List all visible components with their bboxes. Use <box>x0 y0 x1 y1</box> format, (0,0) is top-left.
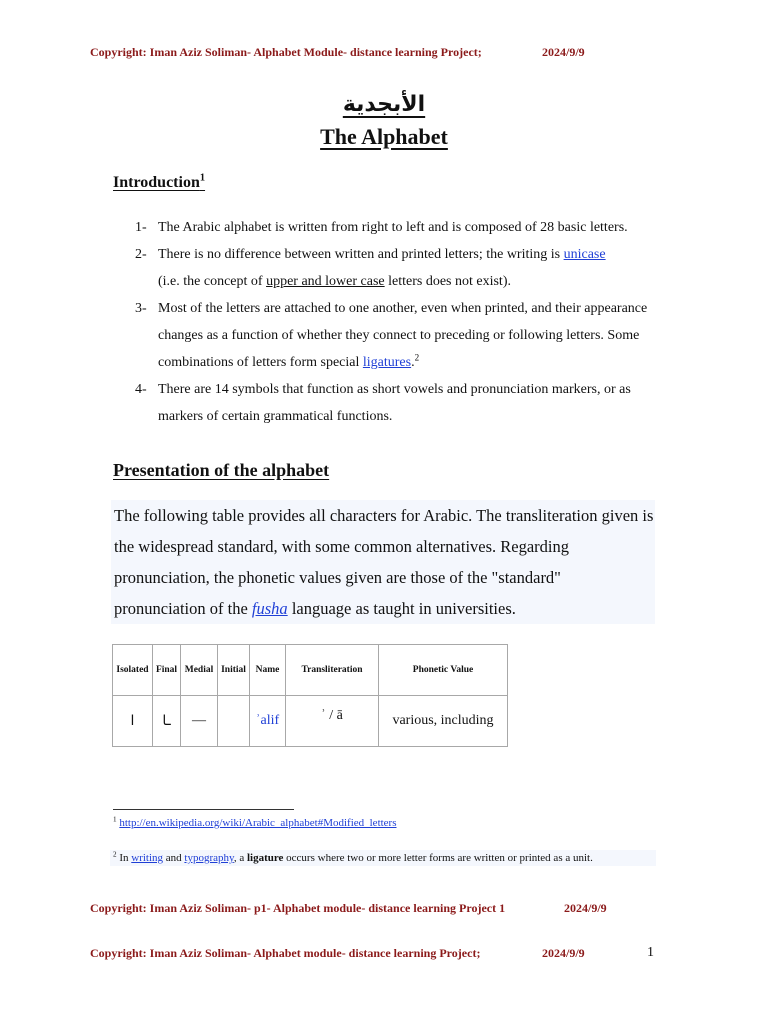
footer-copyright-text: Copyright: Iman Aziz Soliman- Alphabet module- distance learning Project; <box>90 946 481 960</box>
footnote-number: 2 <box>113 850 117 859</box>
unicase-link[interactable]: unicase <box>563 247 606 262</box>
fusha-link[interactable]: fusha <box>251 599 288 618</box>
column-header-name: Name <box>250 645 286 696</box>
table-row <box>113 696 508 747</box>
writing-link[interactable]: writing <box>131 852 164 864</box>
upper-lower-case-text: upper and lower case <box>266 274 385 289</box>
typography-link[interactable]: typography <box>184 852 234 864</box>
alphabet-table <box>112 644 508 747</box>
list-item <box>113 214 658 241</box>
paragraph-text: language as taught in universities. <box>287 599 516 618</box>
page-footer <box>90 946 585 961</box>
list-item-text: The Arabic alphabet is written from right to left and is composed of 28 basic letters. <box>158 220 628 235</box>
footer-date: 2024/9/9 <box>542 946 585 960</box>
wikipedia-link[interactable]: http://en.wikipedia.org/wiki/Arabic_alphabet#Modified_letters <box>119 817 397 829</box>
introduction-heading <box>113 174 205 192</box>
footnote-separator <box>113 809 294 810</box>
table-header-row <box>113 645 508 696</box>
transliteration-text: ʾ / ā <box>321 708 343 723</box>
section-footer <box>90 901 607 916</box>
list-item-text: There are 14 symbols that function as short vowels and pronunciation markers, or as markers of certain grammatical functions. <box>158 382 631 424</box>
list-item-text: There is no difference between written and printed letters; the writing is <box>158 247 564 262</box>
ligature-term: ligature <box>246 852 284 864</box>
list-item <box>113 376 658 430</box>
footnote-text: In <box>116 852 132 864</box>
cell-phonetic-value: various, including <box>379 696 508 747</box>
footnote-text: occurs where two or more letter forms are written or printed as a unit. <box>283 852 593 864</box>
column-header-isolated: Isolated <box>113 645 153 696</box>
footnote-text: , a <box>233 852 247 864</box>
column-header-medial: Medial <box>181 645 218 696</box>
list-item-text: letters does not exist). <box>384 274 511 289</box>
footer-copyright-text: Copyright: Iman Aziz Soliman- p1- Alphabet module- distance learning Project 1 <box>90 901 506 915</box>
cell-medial: — <box>181 696 218 747</box>
list-item-number: 1- <box>135 220 147 235</box>
header-copyright-text: Copyright: Iman Aziz Soliman- Alphabet Module- distance learning Project; <box>90 45 482 59</box>
column-header-final: Final <box>153 645 181 696</box>
cell-isolated: ا <box>113 696 153 747</box>
presentation-heading: Presentation of the alphabet <box>113 460 330 480</box>
cell-final: ـا <box>153 696 181 747</box>
cell-transliteration <box>286 696 379 747</box>
footnote-text: and <box>163 852 185 864</box>
page-number: 1 <box>647 945 654 960</box>
page-title: The Alphabet <box>320 124 448 149</box>
list-item-text: . <box>411 355 415 370</box>
column-header-phonetic-value: Phonetic Value <box>379 645 508 696</box>
list-item-number: 4- <box>135 382 147 397</box>
list-item <box>113 241 658 295</box>
paragraph-text: The following table provides all characters for Arabic. The transliteration given is the widespread standard, with some common alternatives. Regarding pronunciation, the phonetic values given are those of the "standard" pronunciation of the <box>114 506 654 618</box>
column-header-transliteration: Transliteration <box>286 645 379 696</box>
arabic-title <box>0 92 768 117</box>
footnote-1 <box>113 817 397 829</box>
page-header <box>90 45 585 60</box>
list-item <box>113 295 658 376</box>
list-item-number: 2- <box>135 247 147 262</box>
header-date: 2024/9/9 <box>542 45 585 59</box>
presentation-paragraph <box>111 500 655 624</box>
footnote-ref-1[interactable]: 1 <box>199 172 206 184</box>
column-header-initial: Initial <box>218 645 250 696</box>
list-item-text: (i.e. the concept of <box>158 274 267 289</box>
footer-date: 2024/9/9 <box>564 901 607 915</box>
cell-initial <box>218 696 250 747</box>
footnote-number: 1 <box>113 815 117 824</box>
list-item-text: Most of the letters are attached to one another, even when printed, and their appearance changes as a function of whether they connect to preceding or following letters. Some combinations of letters form special <box>158 301 648 370</box>
introduction-heading-text: Introduction <box>113 174 200 191</box>
introduction-list <box>113 214 658 430</box>
arabic-title-text: الأبجدية <box>342 92 426 117</box>
ligatures-link[interactable]: ligatures <box>362 355 412 370</box>
footnote-ref-2[interactable]: 2 <box>414 352 420 363</box>
footnote-2 <box>110 850 656 866</box>
list-item-number: 3- <box>135 301 147 316</box>
cell-name[interactable]: ʾalif <box>250 696 286 747</box>
